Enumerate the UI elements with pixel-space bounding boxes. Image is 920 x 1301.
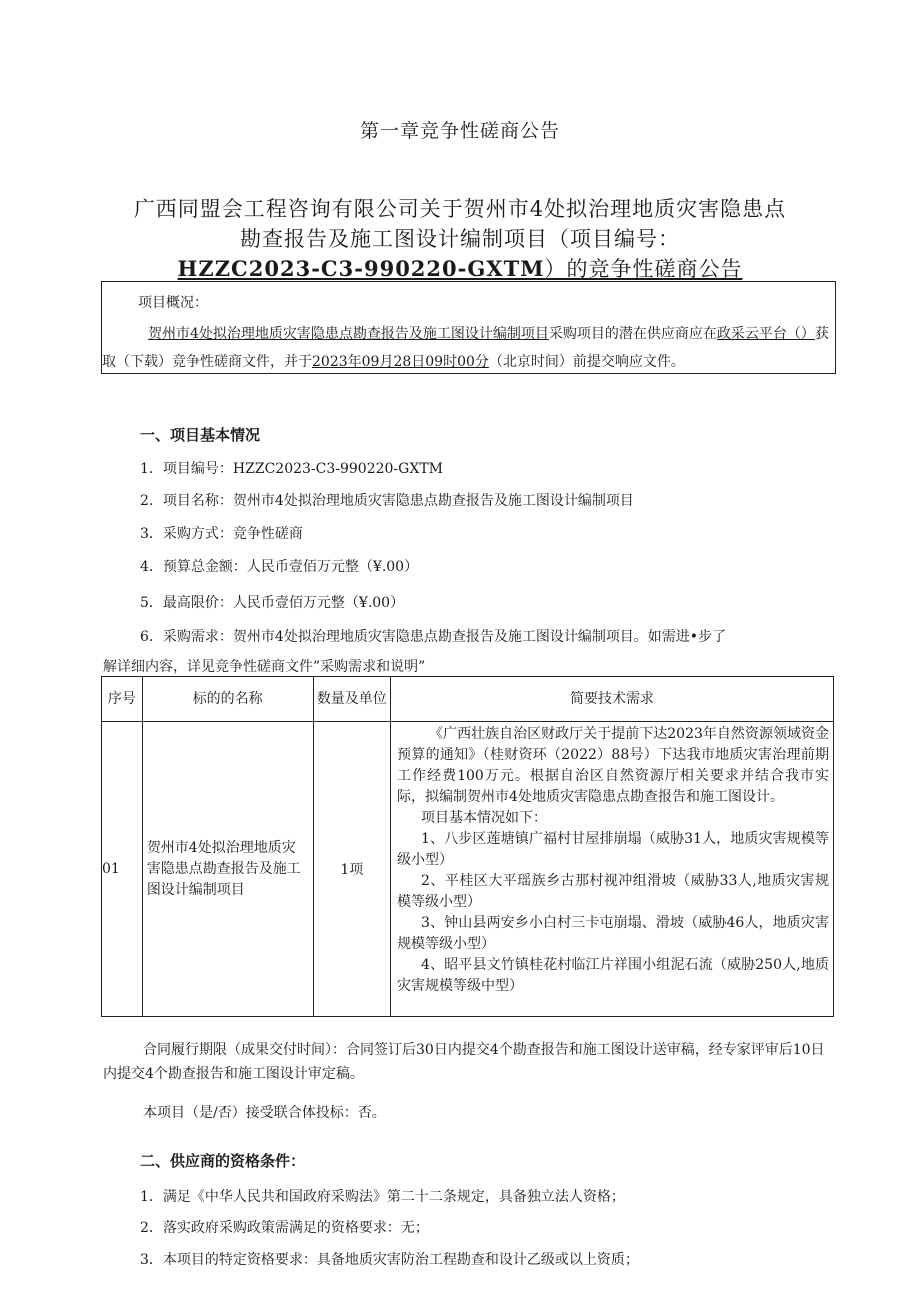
section-2-heading: 二、供应商的资格条件： xyxy=(140,1152,306,1170)
project-name-link[interactable]: 贺州市4处拟治理地质灾害隐患点勘查报告及施工图设计编制项目 xyxy=(148,326,549,342)
section-1-item: 4．预算总金额：人民币壹佰万元整（¥.00） xyxy=(140,559,419,575)
project-code: HZZC2023-C3-990220-GXTM xyxy=(177,256,545,281)
overview-text-a: 采购项目的潜在供应商应在 xyxy=(548,326,717,342)
desc-paragraph: 4、昭平县文竹镇桂花村临江片祥围小组泥石流（威胁250人,地质灾害规模等级中型） xyxy=(397,957,829,994)
desc-paragraph: 1、八步区莲塘镇广福村甘屋排崩塌（威胁31人，地质灾害规模等级小型） xyxy=(397,831,829,868)
deadline: 2023年09月28日09时00分 xyxy=(312,354,489,370)
requirements-table xyxy=(101,676,834,1017)
platform-link[interactable]: 政采云平台（） xyxy=(716,326,815,342)
table-row xyxy=(102,722,834,1017)
chapter-title: 第一章竞争性磋商公告 xyxy=(359,120,560,142)
section-1-item: 3．采购方式：竞争性磋商 xyxy=(140,526,303,542)
table-header-row xyxy=(102,677,834,722)
header-name: 标的的名称 xyxy=(142,677,313,722)
title-suffix: ）的竞争性磋商公告 xyxy=(544,257,743,281)
section-2-item: 2．落实政府采购政策需满足的资格要求：无； xyxy=(140,1220,429,1236)
overview-text-c: （北京时间）前提交响应文件。 xyxy=(488,354,685,370)
overview-label: 项目概况： xyxy=(138,295,208,311)
section-1-item: 6．采购需求：贺州市4处拟治理地质灾害隐患点勘查报告及施工图设计编制项目。如需进•步了 xyxy=(140,629,727,645)
header-desc: 简要技术需求 xyxy=(391,677,834,722)
row-qty: 1项 xyxy=(313,722,390,1017)
section-1-item: 5．最高限价：人民币壹佰万元整（¥.00） xyxy=(140,595,405,611)
header-qty: 数量及单位 xyxy=(313,677,390,722)
desc-paragraph: 《广西壮族自治区财政厅关于提前下达2023年自然资源领域资金预算的通知》（桂财资环（2022）88号）下达我市地质灾害治理前期工作经费100万元。根据自治区自然资源厅相关要求并结合我市实际，拟编制贺州市4处地质灾害隐患点勘查报告和施工图设计。 xyxy=(397,726,829,805)
notice-title-line-2: 勘查报告及施工图设计编制项目（项目编号： xyxy=(240,227,680,251)
row-no: 01 xyxy=(102,722,143,1017)
section-2-item: 3．本项目的特定资格要求：具备地质灾害防治工程勘查和设计乙级或以上资质； xyxy=(140,1252,639,1268)
contract-period: 合同履行期限（成果交付时间）：合同签订后30日内提交4个勘查报告和施工图设计送审稿，经专家评审后10日内提交4个勘查报告和施工图设计审定稿。 xyxy=(103,1042,825,1082)
section-1-item-cont: 解详细内容，详见竞争性磋商文件”采购需求和说明” xyxy=(103,659,426,675)
notice-title-line-1: 广西同盟会工程咨询有限公司关于贺州市4处拟治理地质灾害隐患点 xyxy=(133,197,787,221)
desc-paragraph: 2、平桂区大平瑶族乡古那村视冲组滑坡（威胁33人,地质灾害规模等级小型） xyxy=(397,873,829,910)
consortium-note: 本项目（是/否）接受联合体投标：否。 xyxy=(143,1105,386,1121)
overview-text-b: 获取（下载）竞争性磋商文件，并于 xyxy=(102,326,829,370)
desc-paragraph: 3、钟山县两安乡小白村三卡屯崩塌、滑坡（威胁46人，地质灾害规模等级小型） xyxy=(397,915,829,952)
header-no: 序号 xyxy=(102,677,143,722)
desc-paragraph: 项目基本情况如下： xyxy=(421,810,548,826)
overview-text xyxy=(102,320,835,376)
project-overview-box xyxy=(101,281,836,374)
section-1-heading: 一、项目基本情况 xyxy=(140,426,261,444)
section-1-item: 1．项目编号：HZZC2023-C3-990220-GXTM xyxy=(140,461,443,477)
row-desc xyxy=(391,722,834,1017)
row-name: 贺州市4处拟治理地质灾害隐患点勘查报告及施工图设计编制项目 xyxy=(142,722,313,1017)
section-2-item: 1．满足《中华人民共和国政府采购法》第二十二条规定，具备独立法人资格； xyxy=(140,1189,625,1205)
notice-title-line-3 xyxy=(0,253,920,283)
section-1-item: 2．项目名称：贺州市4处拟治理地质灾害隐患点勘查报告及施工图设计编制项目 xyxy=(140,493,634,509)
